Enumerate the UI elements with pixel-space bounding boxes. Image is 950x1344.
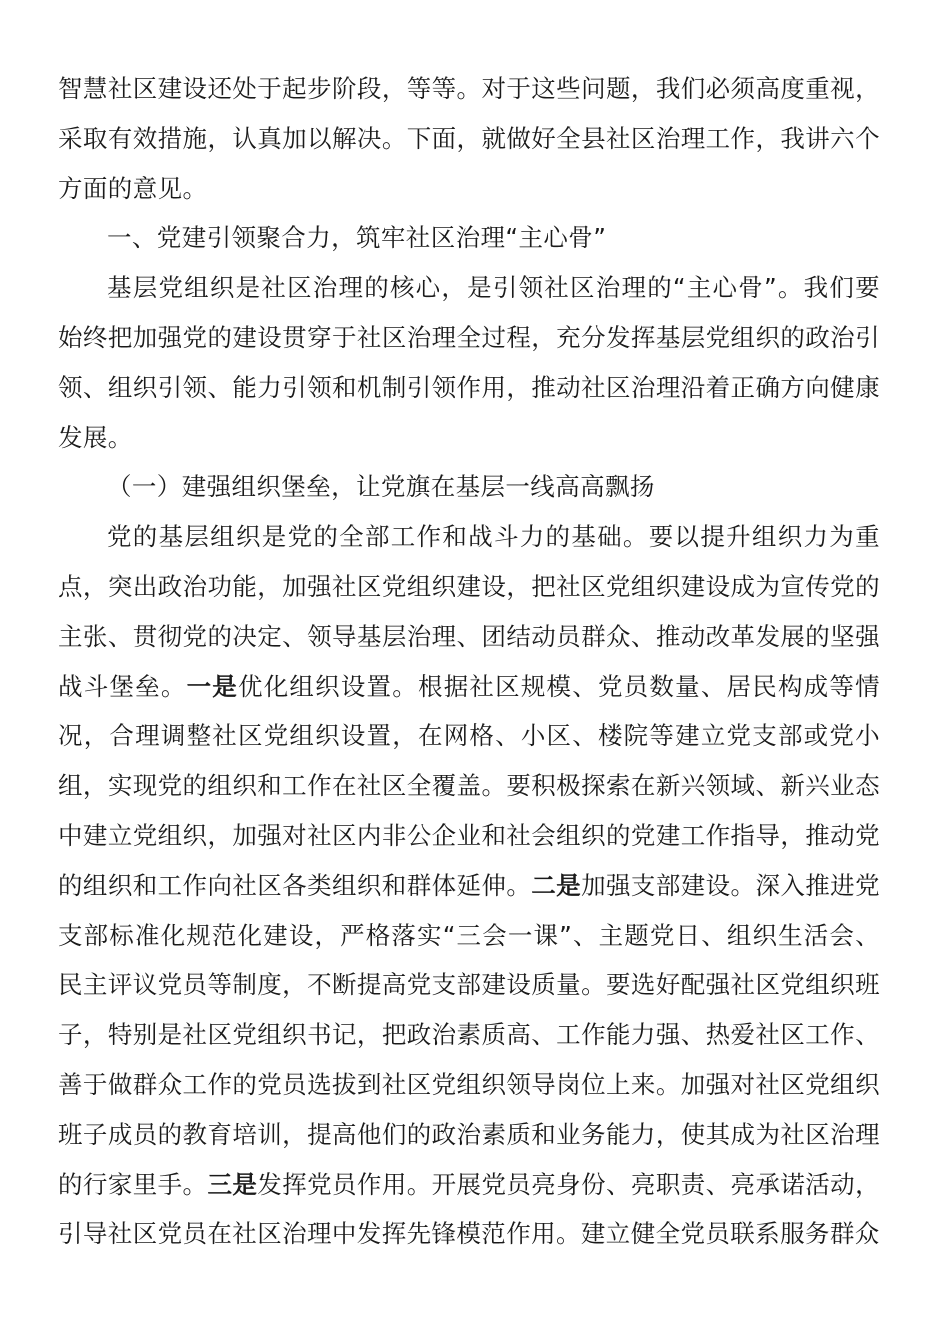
- subsection-heading-1: （一）建强组织堡垒，让党旗在基层一线高高飘扬: [107, 472, 655, 502]
- bold-keyword-third: 三是: [207, 1169, 258, 1199]
- bold-keyword-second: 二是: [531, 870, 582, 900]
- document-page: [58, 64, 880, 1259]
- paragraph-continuation: 智慧社区建设还处于起步阶段，等等。对于这些问题，我们必须高度重视，采取有效措施，认真加以解决。下面，就做好全县社区治理工作，我讲六个方面的意见。: [58, 74, 880, 203]
- section-heading-1: 一、党建引领聚合力，筑牢社区治理“主心骨”: [107, 223, 607, 253]
- paragraph-text-segment: 发挥党员作用。开展党员亮身份、亮职责、亮承诺活动，引导社区党员在社区治理中发挥先锋模范作用。建立健全党员联系服务群众: [58, 1169, 880, 1249]
- bold-keyword-first: 一是: [186, 671, 238, 701]
- paragraph-intro: 基层党组织是社区治理的核心，是引领社区治理的“主心骨”。我们要始终把加强党的建设贯穿于社区治理全过程，充分发挥基层党组织的政治引领、组织引领、能力引领和机制引领作用，推动社区治理沿着正确方向健康发展。: [58, 273, 880, 452]
- paragraph-text-segment: 加强支部建设。深入推进党支部标准化规范化建设，严格落实“三会一课”、主题党日、组织生活会、民主评议党员等制度，不断提高党支部建设质量。要选好配强社区党组织班子，特别是社区党组织书记，把政治素质高、工作能力强、热爱社区工作、善于做群众工作的党员选拔到社区党组织领导岗位上来。加强对社区党组织班子成员的教育培训，提高他们的政治素质和业务能力，使其成为社区治理的行家里手。: [58, 870, 880, 1199]
- paragraph-organization: [58, 512, 880, 1259]
- paragraph-text-segment: 党的基层组织是党的全部工作和战斗力的基础。要以提升组织力为重点，突出政治功能，加强社区党组织建设，把社区党组织建设成为宣传党的主张、贯彻党的决定、领导基层治理、团结动员群众、推动改革发展的坚强战斗堡垒。: [58, 522, 880, 701]
- paragraph-text-segment: 优化组织设置。根据社区规模、党员数量、居民构成等情况，合理调整社区党组织设置，在网格、小区、楼院等建立党支部或党小组，实现党的组织和工作在社区全覆盖。要积极探索在新兴领域、新兴业态中建立党组织，加强对社区内非公企业和社会组织的党建工作指导，推动党的组织和工作向社区各类组织和群体延伸。: [58, 671, 880, 900]
